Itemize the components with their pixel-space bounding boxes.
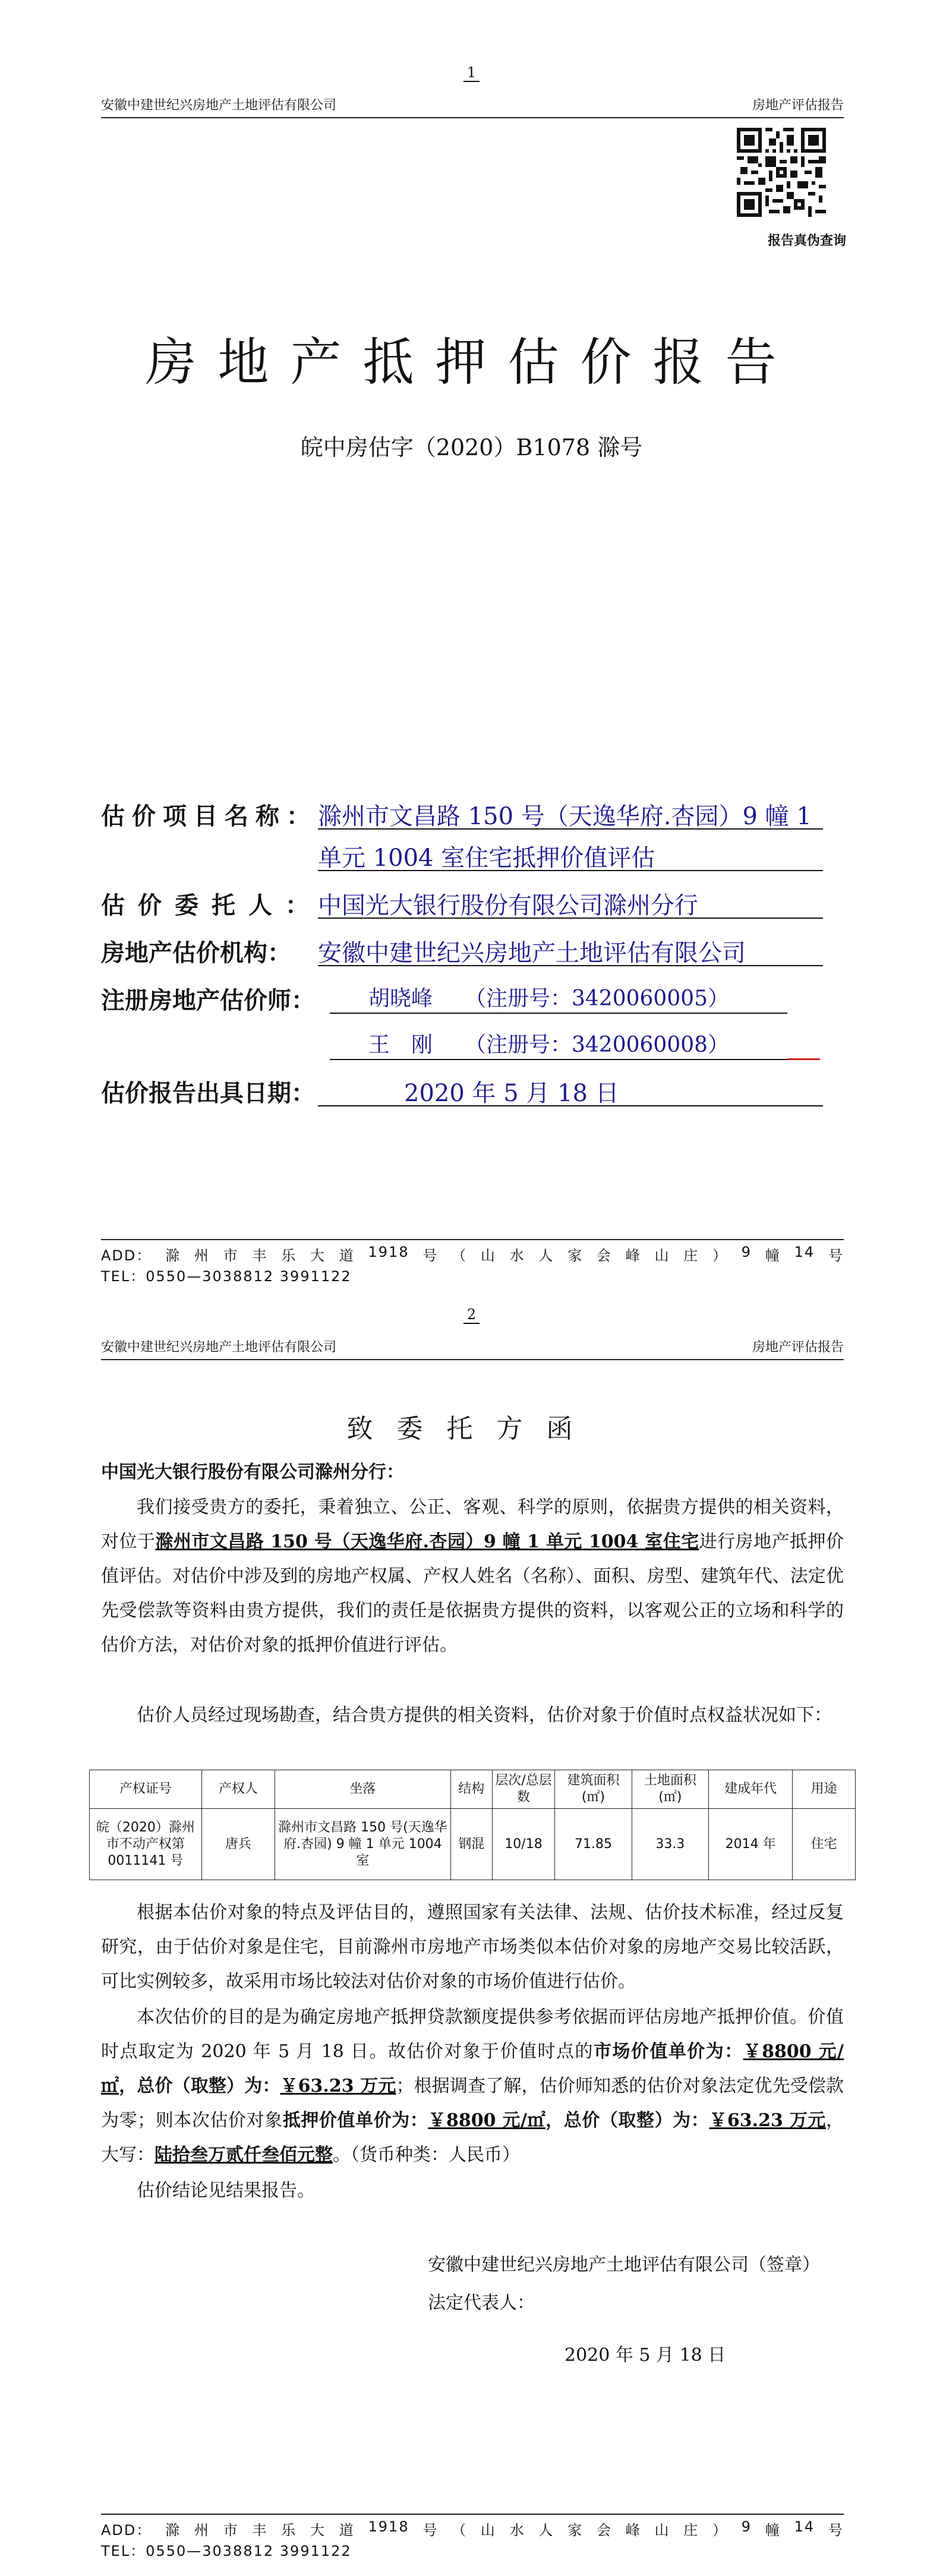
footer-address: ADD： 滁 州 市 丰 乐 大 道 1918 号 （ 山 水 人 家 会 峰 山 庄 ） 9 幢 14 号 [101, 1244, 844, 1264]
table-cell: 71.85 [555, 1809, 632, 1880]
page-footer [101, 2514, 844, 2560]
table-header-cell: 用途 [793, 1770, 856, 1809]
agency-label: 房地产估价机构： [101, 939, 291, 967]
property-address: 滁州市文昌路 150 号（天逸华府.杏园）9 幢 1 单元 1004 室住宅 [155, 1531, 699, 1552]
agency-underline [318, 965, 823, 966]
table-cell: 唐兵 [201, 1809, 275, 1880]
header-report-type: 房地产评估报告 [752, 1340, 844, 1355]
table-row [90, 1809, 856, 1880]
table-header-cell: 产权证号 [90, 1770, 202, 1809]
footer-tel: TEL：0550—3038812 3991122 [101, 1268, 352, 1285]
project-underline-1 [318, 828, 823, 830]
project-name-value-line1: 滁州市文昌路 150 号（天逸华府.杏园）9 幢 1 [318, 803, 812, 830]
agency-value: 安徽中建世纪兴房地产土地评估有限公司 [318, 939, 746, 967]
letter-title: 致委托方函 [346, 1414, 597, 1444]
table-header-cell: 建筑面积(㎡) [555, 1770, 632, 1809]
entrustment-letter-page [0, 1301, 943, 2576]
table-cell: 2014 年 [709, 1809, 793, 1880]
project-underline-2 [318, 870, 823, 871]
table-cell: 住宅 [793, 1809, 856, 1880]
paragraph-1: 我们接受贵方的委托，秉着独立、公正、客观、科学的原则，依据贵方提供的相关资料，对位于滁州市文昌路 150 号（天逸华府.杏园）9 幢 1 单元 1004 室住宅进行房地产抵押价值评估。对估价中涉及到的房地产权属、产权人姓名（名称）、面积、房型、建筑年代、法定优先受偿款等资料由贵方提供，我们的责任是依据贵方提供的资料，以客观公正的立场和科学的估价方法，对估价对象的抵押价值进行评估。 [101, 1497, 844, 1656]
footer-tel: TEL：0550—3038812 3991122 [101, 2543, 352, 2559]
header-company: 安徽中建世纪兴房地产土地评估有限公司 [101, 1340, 337, 1355]
signature-representative: 法定代表人： [428, 2293, 535, 2313]
signature-date: 2020 年 5 月 18 日 [564, 2345, 726, 2366]
report-date-label: 估价报告出具日期： [101, 1079, 315, 1107]
qr-caption: 报告真伪查询 [768, 234, 847, 248]
amount-in-words: 陆拾叁万贰仟叁佰元整 [154, 2145, 333, 2165]
table-header-cell: 结构 [450, 1770, 492, 1809]
table-header-cell: 层次/总层数 [492, 1770, 555, 1809]
page-footer [101, 1239, 844, 1285]
project-name-value-line2: 单元 1004 室住宅抵押价值评估 [318, 844, 655, 872]
page-header [101, 95, 844, 118]
table-header-cell: 坐落 [275, 1770, 451, 1809]
page-number: 1 [0, 64, 943, 82]
paragraph-3: 根据本估价对象的特点及评估目的，遵照国家有关法律、法规、估价技术标准，经过反复研究，由于估价对象是住宅，目前滁州市房地产市场类似本估价对象的房地产交易比较活跃，可比实例较多，故采用市场比较法对估价对象的市场价值进行估价。 [101, 1902, 844, 1992]
appraiser-2-underline [330, 1059, 787, 1060]
report-date-value: 2020 年 5 月 18 日 [404, 1080, 619, 1107]
client-label: 估价委托人： [101, 891, 322, 919]
mortgage-unit-price: ￥8800 元/㎡ [428, 2110, 546, 2131]
paragraph-4: 本次估价的目的是为确定房地产抵押贷款额度提供参考依据而评估房地产抵押价值。价值时点取定为 2020 年 5 月 18 日。故估价对象于价值时点的市场价值单价为：￥8800 元/㎡，总价（取整）为：￥63.23 万元；根据调查了解，估价师知悉的估价对象法定优先受偿款为零；则本次估价对象抵押价值单价为：￥8800 元/㎡，总价（取整）为：￥63.23 万元，大写：陆拾叁万贰仟叁佰元整。（货币种类：人民币） [101, 2007, 844, 2165]
appraiser-1-underline [330, 1013, 787, 1014]
table-header-cell: 产权人 [201, 1770, 275, 1809]
client-underline [318, 917, 823, 919]
document-number: 皖中房估字（2020）B1078 滁号 [300, 434, 643, 461]
signature-company: 安徽中建世纪兴房地产土地评估有限公司（签章） [428, 2255, 820, 2275]
letter-addressee: 中国光大银行股份有限公司滁州分行： [101, 1462, 404, 1483]
rights-status-table [89, 1770, 856, 1880]
table-cell: 钢混 [450, 1809, 492, 1880]
red-mark [787, 1058, 820, 1060]
header-company: 安徽中建世纪兴房地产土地评估有限公司 [101, 98, 337, 113]
page-header [101, 1337, 844, 1360]
table-header-cell: 土地面积(㎡) [632, 1770, 708, 1809]
client-value: 中国光大银行股份有限公司滁州分行 [318, 892, 698, 919]
table-header-row [90, 1770, 856, 1809]
table-cell: 滁州市文昌路 150 号(天逸华府.杏园) 9 幢 1 单元 1004 室 [275, 1809, 451, 1880]
table-cell: 皖（2020）滁州市不动产权第0011141 号 [90, 1809, 202, 1880]
project-name-label: 估价项目名称： [101, 802, 317, 830]
mortgage-total-price: ￥63.23 万元 [709, 2110, 827, 2131]
qr-code-icon[interactable] [737, 128, 826, 217]
market-unit-price: ￥8800 元/㎡ [101, 2041, 844, 2096]
header-report-type: 房地产评估报告 [752, 98, 844, 113]
appraiser-label: 注册房地产估价师： [101, 986, 315, 1014]
paragraph-2: 估价人员经过现场勘查，结合贵方提供的相关资料，估价对象于价值时点权益状况如下： [137, 1705, 832, 1726]
report-title: 房地产抵押估价报告 [145, 333, 798, 392]
appraiser-1: 胡晓峰 （注册号：3420060005） [368, 986, 730, 1011]
report-date-underline [318, 1105, 823, 1106]
market-total-price: ￥63.23 万元 [280, 2076, 396, 2096]
paragraph-5: 估价结论见结果报告。 [137, 2180, 315, 2201]
footer-address: ADD： 滁 州 市 丰 乐 大 道 1918 号 （ 山 水 人 家 会 峰 山 庄 ） 9 幢 14 号 [101, 2518, 844, 2539]
table-header-cell: 建成年代 [709, 1770, 793, 1809]
appraiser-2: 王 刚 （注册号：3420060008） [368, 1033, 730, 1057]
page-number: 2 [0, 1306, 943, 1324]
table-cell: 10/18 [492, 1809, 555, 1880]
table-cell: 33.3 [632, 1809, 708, 1880]
